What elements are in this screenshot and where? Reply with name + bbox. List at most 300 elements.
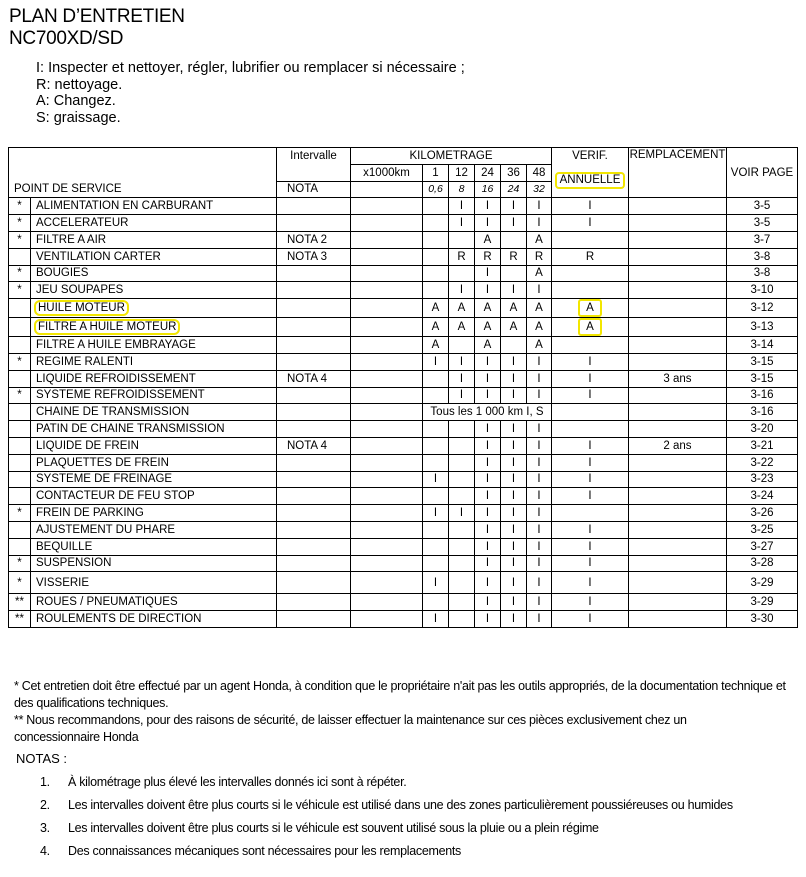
notas-list [40,775,733,867]
row-unit [351,521,423,538]
row-nota [277,353,351,370]
legend-item: I: Inspecter et nettoyer, régler, lubrifier ou remplacer si nécessaire ; [36,60,465,76]
row-interval-cell [423,454,449,471]
row-remplacement [629,198,727,215]
row-interval-cell [423,488,449,505]
model-name: NC700XD/SD [9,28,124,49]
row-interval-cell: A [527,299,552,318]
row-item: ROULEMENTS DE DIRECTION [31,611,277,628]
row-item: VISSERIE [31,572,277,594]
row-mark [9,248,31,265]
row-page: 3-8 [727,265,798,282]
row-interval-cell: I [501,370,527,387]
header-unit-km: x1000km [351,164,423,181]
row-interval-cell: I [475,521,501,538]
row-interval-cell [423,198,449,215]
row-interval-cell: I [475,353,501,370]
row-item [31,318,277,337]
header-km-24: 24 [475,164,501,181]
row-item: FREIN DE PARKING [31,505,277,522]
row-interval-cell [423,538,449,555]
nota-item [40,775,733,798]
legend [36,60,465,126]
row-interval-cell: I [527,421,552,438]
table-row [9,521,798,538]
row-interval-cell: I [475,282,501,299]
table-row [9,594,798,611]
nota-text: Les intervalles doivent être plus courts si le véhicule est utilisé dans une des zones particulièrement poussiéreuses ou humides [68,798,733,812]
row-unit [351,538,423,555]
row-unit [351,198,423,215]
row-verif [552,282,629,299]
header-intervalle: Intervalle [277,148,351,165]
header-voir-page: VOIR PAGE [727,148,798,198]
row-nota [277,521,351,538]
row-page: 3-12 [727,299,798,318]
table-row [9,572,798,594]
row-interval-cell: I [475,437,501,454]
row-nota [277,471,351,488]
row-interval-cell [449,488,475,505]
row-interval-cell: I [527,370,552,387]
row-item: FILTRE A HUILE EMBRAYAGE [31,337,277,354]
row-verif: I [552,521,629,538]
row-remplacement [629,265,727,282]
row-verif: I [552,594,629,611]
nota-item [40,844,733,867]
legend-item: A: Changez. [36,93,116,109]
row-interval-cell [423,594,449,611]
row-unit [351,370,423,387]
row-interval-cell [423,387,449,404]
row-item-highlight: FILTRE A HUILE MOTEUR [38,321,177,334]
header-mi-1: 0,6 [423,181,449,198]
footnote-single-star: * Cet entretien doit être effectué par un agent Honda, à condition que le propriétaire n'ait pas les outils appropriés, de la documentation technique et des qualifications techniques. [14,679,786,710]
row-mark [9,299,31,318]
row-interval-cell: I [501,437,527,454]
row-interval-cell: R [475,248,501,265]
row-item: JEU SOUPAPES [31,282,277,299]
row-interval-cell: I [475,572,501,594]
header-annuelle-cell [552,164,629,198]
row-verif: I [552,488,629,505]
row-remplacement [629,215,727,232]
row-interval-cell: A [423,318,449,337]
row-item: BOUGIES [31,265,277,282]
row-remplacement [629,353,727,370]
header-blank [277,164,351,181]
row-nota: NOTA 2 [277,231,351,248]
row-interval-cell: I [475,471,501,488]
table-row [9,454,798,471]
row-interval-cell: I [501,572,527,594]
header-remplacement: REMPLACEMENT [629,148,727,198]
header-nota: NOTA [277,181,351,198]
row-verif: I [552,454,629,471]
row-interval-cell [423,231,449,248]
row-interval-cell: I [423,611,449,628]
row-interval-cell: I [527,198,552,215]
row-nota [277,538,351,555]
row-mark [9,437,31,454]
row-remplacement [629,471,727,488]
row-remplacement: 2 ans [629,437,727,454]
row-interval-cell [449,538,475,555]
row-interval-cell: R [449,248,475,265]
row-page: 3-5 [727,198,798,215]
nota-number: 4. [40,844,50,858]
row-nota [277,337,351,354]
row-interval-cell: I [501,454,527,471]
row-page: 3-30 [727,611,798,628]
row-item: REGIME RALENTI [31,353,277,370]
row-verif [552,265,629,282]
row-unit [351,437,423,454]
row-interval-cell: I [501,387,527,404]
header-kilometrage: KILOMETRAGE [351,148,552,165]
header-km-1: 1 [423,164,449,181]
row-mark [9,488,31,505]
row-interval-cell: I [501,488,527,505]
row-nota [277,421,351,438]
row-page: 3-7 [727,231,798,248]
row-interval-cell: I [527,387,552,404]
notas-title: NOTAS : [16,751,68,766]
row-remplacement [629,299,727,318]
row-interval-cell: R [527,248,552,265]
row-interval-cell: A [475,231,501,248]
row-interval-cell: I [423,572,449,594]
row-interval-cell: I [501,505,527,522]
row-nota [277,488,351,505]
row-interval-cell [449,471,475,488]
row-interval-cell: I [475,198,501,215]
row-nota [277,215,351,232]
row-nota [277,555,351,572]
table-row [9,611,798,628]
table-row [9,404,798,421]
row-verif [552,421,629,438]
row-interval-cell: I [475,505,501,522]
table-row [9,215,798,232]
row-interval-cell: I [501,611,527,628]
row-item: ALIMENTATION EN CARBURANT [31,198,277,215]
row-page: 3-21 [727,437,798,454]
row-page: 3-13 [727,318,798,337]
row-verif: I [552,370,629,387]
row-item: BEQUILLE [31,538,277,555]
row-item: SYSTEME REFROIDISSEMENT [31,387,277,404]
row-verif [552,505,629,522]
table-row [9,318,798,337]
nota-text: Les intervalles doivent être plus courts si le véhicule est souvent utilisé sous la pluie ou a plein régime [68,821,599,835]
row-unit [351,318,423,337]
row-nota [277,572,351,594]
row-interval-cell: I [475,370,501,387]
row-unit [351,215,423,232]
header-blank [9,148,277,165]
row-mark [9,370,31,387]
row-interval-cell [449,611,475,628]
row-item: SUSPENSION [31,555,277,572]
row-interval-cell: I [527,471,552,488]
row-item: CONTACTEUR DE FEU STOP [31,488,277,505]
row-interval-cell: I [475,421,501,438]
header-km-48: 48 [527,164,552,181]
nota-text: À kilométrage plus élevé les intervalles donnés ici sont à répéter. [68,775,407,789]
row-interval-cell: I [475,215,501,232]
table-row [9,248,798,265]
row-page: 3-23 [727,471,798,488]
row-unit [351,488,423,505]
row-nota [277,198,351,215]
row-interval-cell: I [527,611,552,628]
row-mark [9,454,31,471]
header-km-36: 36 [501,164,527,181]
row-interval-cell: I [527,488,552,505]
row-interval-cell [449,265,475,282]
row-interval-cell [423,265,449,282]
row-remplacement [629,488,727,505]
table-row [9,370,798,387]
row-remplacement [629,538,727,555]
row-item: LIQUIDE DE FREIN [31,437,277,454]
row-mark: ** [9,611,31,628]
row-page: 3-5 [727,215,798,232]
row-mark [9,538,31,555]
table-row [9,505,798,522]
row-interval-cell: I [527,538,552,555]
row-remplacement [629,611,727,628]
header-mi-4: 24 [501,181,527,198]
row-interval-cell: I [423,353,449,370]
row-verif [552,231,629,248]
row-verif [552,299,629,318]
row-item: VENTILATION CARTER [31,248,277,265]
table-row [9,353,798,370]
row-interval-cell [449,231,475,248]
row-interval-cell: A [527,337,552,354]
row-page: 3-20 [727,421,798,438]
row-interval-cell: I [527,437,552,454]
row-nota [277,387,351,404]
header-blank [9,164,277,181]
row-interval-cell: I [475,611,501,628]
row-page: 3-15 [727,370,798,387]
table-row [9,437,798,454]
header-verif: VERIF. [552,148,629,165]
table-row [9,538,798,555]
row-interval-cell: I [501,594,527,611]
row-mark [9,404,31,421]
row-interval-cell: I [449,198,475,215]
row-unit [351,353,423,370]
row-unit [351,282,423,299]
row-interval-cell: I [475,594,501,611]
row-remplacement [629,572,727,594]
header-mi-5: 32 [527,181,552,198]
row-interval-cell [423,521,449,538]
row-page: 3-15 [727,353,798,370]
row-interval-cell: I [449,282,475,299]
row-mark: * [9,198,31,215]
row-mark [9,318,31,337]
row-interval-cell: R [501,248,527,265]
row-unit [351,248,423,265]
row-interval-cell [449,437,475,454]
row-unit [351,299,423,318]
row-interval-cell: I [527,505,552,522]
row-span-text: Tous les 1 000 km I, S [423,404,552,421]
table-row [9,198,798,215]
row-page: 3-24 [727,488,798,505]
table-row [9,337,798,354]
row-interval-cell: A [449,318,475,337]
row-mark: * [9,231,31,248]
row-nota: NOTA 3 [277,248,351,265]
row-remplacement [629,521,727,538]
row-verif: I [552,353,629,370]
row-page: 3-27 [727,538,798,555]
row-interval-cell: A [501,318,527,337]
row-interval-cell [449,555,475,572]
row-mark: * [9,387,31,404]
row-page: 3-8 [727,248,798,265]
row-mark [9,337,31,354]
row-interval-cell: I [475,538,501,555]
table-row [9,387,798,404]
row-interval-cell: A [527,231,552,248]
row-nota [277,594,351,611]
row-page: 3-29 [727,572,798,594]
row-unit [351,454,423,471]
row-unit [351,265,423,282]
row-interval-cell: I [527,454,552,471]
row-interval-cell: I [449,505,475,522]
row-interval-cell: A [423,299,449,318]
row-interval-cell [423,437,449,454]
footnotes [14,678,804,746]
row-remplacement [629,337,727,354]
row-mark: * [9,353,31,370]
row-page: 3-22 [727,454,798,471]
row-interval-cell [501,265,527,282]
row-interval-cell: I [423,505,449,522]
row-remplacement: 3 ans [629,370,727,387]
row-mark: * [9,572,31,594]
row-interval-cell [449,572,475,594]
row-item: PLAQUETTES DE FREIN [31,454,277,471]
header-mi-3: 16 [475,181,501,198]
nota-item [40,798,733,821]
row-interval-cell: I [475,265,501,282]
row-interval-cell [449,521,475,538]
nota-item [40,821,733,844]
row-mark: ** [9,594,31,611]
row-remplacement [629,231,727,248]
row-interval-cell: I [501,421,527,438]
table-row [9,231,798,248]
row-interval-cell [449,337,475,354]
row-remplacement [629,421,727,438]
row-verif: I [552,555,629,572]
row-verif [552,318,629,337]
nota-number: 2. [40,798,50,812]
row-verif: I [552,471,629,488]
row-page: 3-29 [727,594,798,611]
row-unit [351,387,423,404]
row-remplacement [629,248,727,265]
row-unit [351,231,423,248]
row-interval-cell: I [527,555,552,572]
row-unit [351,421,423,438]
row-interval-cell: A [475,337,501,354]
legend-item: R: nettoyage. [36,76,123,93]
row-unit [351,555,423,572]
row-unit [351,594,423,611]
row-nota [277,299,351,318]
row-interval-cell: I [527,282,552,299]
page-title: PLAN D’ENTRETIEN [9,6,185,27]
row-item: PATIN DE CHAINE TRANSMISSION [31,421,277,438]
header-mi-2: 8 [449,181,475,198]
nota-number: 1. [40,775,50,789]
row-interval-cell: A [501,299,527,318]
row-verif: I [552,437,629,454]
row-mark: * [9,282,31,299]
row-item: ACCELERATEUR [31,215,277,232]
row-remplacement [629,454,727,471]
row-verif: I [552,198,629,215]
row-interval-cell [449,421,475,438]
row-nota: NOTA 4 [277,370,351,387]
footnote-double-star: ** Nous recommandons, pour des raisons de sécurité, de laisser effectuer la maintenance sur ces pièces exclusivement chez un concessionnaire Honda [14,713,687,744]
row-interval-cell: I [501,215,527,232]
row-page: 3-16 [727,387,798,404]
row-mark: * [9,265,31,282]
row-item: FILTRE A AIR [31,231,277,248]
row-mark: * [9,215,31,232]
row-interval-cell: A [475,299,501,318]
table-row [9,282,798,299]
row-unit [351,404,423,421]
row-interval-cell: I [501,353,527,370]
table-row [9,555,798,572]
row-remplacement [629,594,727,611]
row-unit [351,471,423,488]
row-interval-cell [449,454,475,471]
row-remplacement [629,387,727,404]
row-page: 3-25 [727,521,798,538]
row-interval-cell: I [527,572,552,594]
nota-number: 3. [40,821,50,835]
row-verif: I [552,572,629,594]
nota-text: Des connaissances mécaniques sont nécessaires pour les remplacements [68,844,462,858]
row-interval-cell: I [501,521,527,538]
row-item: SYSTEME DE FREINAGE [31,471,277,488]
legend-item: S: graissage. [36,109,121,126]
row-item: AJUSTEMENT DU PHARE [31,521,277,538]
row-page: 3-28 [727,555,798,572]
row-nota [277,505,351,522]
table-row [9,299,798,318]
row-interval-cell [423,248,449,265]
row-interval-cell [423,421,449,438]
row-verif: I [552,538,629,555]
row-nota: NOTA 4 [277,437,351,454]
row-unit [351,505,423,522]
row-page: 3-14 [727,337,798,354]
